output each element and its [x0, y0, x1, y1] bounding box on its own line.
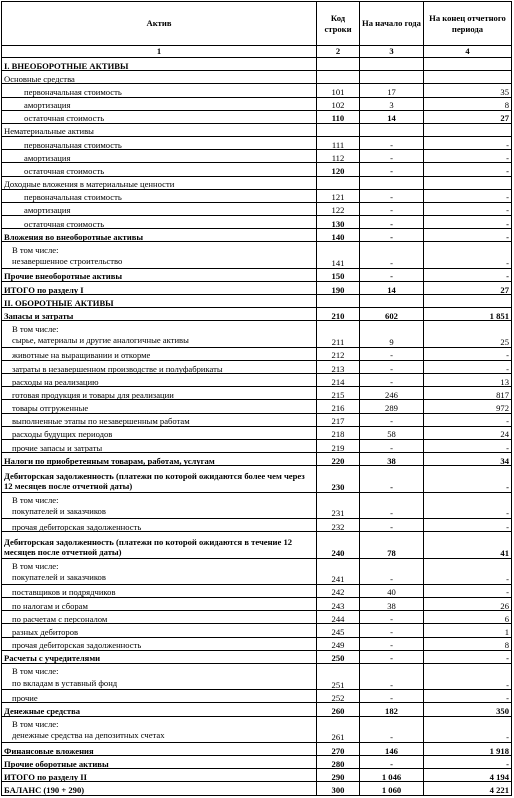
row-value-end: - — [424, 413, 512, 426]
row-value-start: - — [360, 637, 424, 650]
table-row — [2, 242, 512, 268]
row-value-end — [424, 58, 512, 71]
row-code — [317, 71, 360, 84]
row-label: I. ВНЕОБОРОТНЫЕ АКТИВЫ — [2, 58, 317, 71]
row-code: 219 — [317, 439, 360, 452]
table-row — [2, 453, 512, 466]
row-label: прочие — [2, 690, 317, 703]
row-label: В том числе: незавершенное строительство — [2, 242, 317, 268]
row-label: II. ОБОРОТНЫЕ АКТИВЫ — [2, 295, 317, 308]
row-value-start: - — [360, 268, 424, 281]
row-value-start: 40 — [360, 584, 424, 597]
row-label: разных дебиторов — [2, 624, 317, 637]
row-code: 211 — [317, 321, 360, 347]
row-code: 121 — [317, 189, 360, 202]
table-row — [2, 84, 512, 97]
row-value-end: - — [424, 650, 512, 663]
table-row — [2, 202, 512, 215]
row-value-start: 3 — [360, 97, 424, 110]
row-code: 243 — [317, 598, 360, 611]
table-row — [2, 400, 512, 413]
row-code: 218 — [317, 426, 360, 439]
row-value-start — [360, 71, 424, 84]
column-header-code: Код строки — [317, 2, 360, 46]
row-code — [317, 176, 360, 189]
row-value-start: 246 — [360, 387, 424, 400]
row-value-start: - — [360, 374, 424, 387]
row-value-start: - — [360, 189, 424, 202]
row-value-start: - — [360, 466, 424, 492]
row-label: Расчеты с учредителями — [2, 650, 317, 663]
row-code: 216 — [317, 400, 360, 413]
row-value-end: - — [424, 466, 512, 492]
row-label: остаточная стоимость — [2, 216, 317, 229]
row-label: Запасы и затраты — [2, 308, 317, 321]
row-label: по налогам и сборам — [2, 598, 317, 611]
row-value-start: - — [360, 202, 424, 215]
row-value-start: - — [360, 229, 424, 242]
table-row — [2, 176, 512, 189]
table-row — [2, 742, 512, 755]
row-label: первоначальная стоимость — [2, 137, 317, 150]
row-value-start: - — [360, 690, 424, 703]
row-value-start: - — [360, 137, 424, 150]
row-label: Доходные вложения в материальные ценности — [2, 176, 317, 189]
row-code: 280 — [317, 756, 360, 769]
table-row — [2, 716, 512, 742]
row-code: 210 — [317, 308, 360, 321]
row-code: 290 — [317, 769, 360, 782]
table-row — [2, 439, 512, 452]
row-value-start: 38 — [360, 598, 424, 611]
row-value-start: - — [360, 558, 424, 584]
row-label: В том числе: сырье, материалы и другие аналогичные активы — [2, 321, 317, 347]
row-label: расходы на реализацию — [2, 374, 317, 387]
row-label: Основные средства — [2, 71, 317, 84]
row-value-start: 602 — [360, 308, 424, 321]
row-label: ИТОГО по разделу I — [2, 281, 317, 294]
row-value-start: 17 — [360, 84, 424, 97]
row-value-start: - — [360, 216, 424, 229]
row-value-start: 146 — [360, 742, 424, 755]
row-value-start: 182 — [360, 703, 424, 716]
row-code: 217 — [317, 413, 360, 426]
row-label: ИТОГО по разделу II — [2, 769, 317, 782]
row-value-start: - — [360, 663, 424, 689]
row-value-start: - — [360, 242, 424, 268]
row-value-end: 350 — [424, 703, 512, 716]
row-value-end: - — [424, 347, 512, 360]
row-label: Дебиторская задолженность (платежи по которой ожидаются более чем через 12 месяцев после отчетной даты) — [2, 466, 317, 492]
table-row — [2, 150, 512, 163]
row-code: 245 — [317, 624, 360, 637]
row-value-start: - — [360, 347, 424, 360]
row-code: 261 — [317, 716, 360, 742]
row-code: 270 — [317, 742, 360, 755]
row-code: 190 — [317, 281, 360, 294]
row-label: Прочие оборотные активы — [2, 756, 317, 769]
table-row — [2, 624, 512, 637]
row-label: Прочие внеоборотные активы — [2, 268, 317, 281]
row-label: поставщиков и подрядчиков — [2, 584, 317, 597]
table-row — [2, 413, 512, 426]
row-label: остаточная стоимость — [2, 110, 317, 123]
row-code: 232 — [317, 519, 360, 532]
row-value-start: - — [360, 611, 424, 624]
row-value-end: 6 — [424, 611, 512, 624]
row-value-start — [360, 176, 424, 189]
row-code: 122 — [317, 202, 360, 215]
table-row — [2, 216, 512, 229]
row-value-start: 9 — [360, 321, 424, 347]
row-label: прочая дебиторская задолженность — [2, 519, 317, 532]
table-row — [2, 321, 512, 347]
header-row — [2, 2, 512, 46]
row-value-end: - — [424, 268, 512, 281]
row-value-end: - — [424, 202, 512, 215]
row-value-end — [424, 123, 512, 136]
row-label: Нематериальные активы — [2, 123, 317, 136]
row-code: 112 — [317, 150, 360, 163]
row-value-start: - — [360, 492, 424, 518]
row-value-end: 35 — [424, 84, 512, 97]
row-value-end: - — [424, 584, 512, 597]
table-row — [2, 268, 512, 281]
row-value-end: - — [424, 690, 512, 703]
row-code: 242 — [317, 584, 360, 597]
row-value-end: 4 221 — [424, 782, 512, 796]
row-label: по расчетам с персоналом — [2, 611, 317, 624]
table-row — [2, 189, 512, 202]
column-header-asset: Актив — [2, 2, 317, 46]
row-code: 231 — [317, 492, 360, 518]
table-row — [2, 110, 512, 123]
table-row — [2, 360, 512, 373]
table-row — [2, 137, 512, 150]
row-value-end: 27 — [424, 110, 512, 123]
table-row — [2, 769, 512, 782]
row-value-start — [360, 58, 424, 71]
table-row — [2, 598, 512, 611]
row-label: выполненные этапы по незавершенным работам — [2, 413, 317, 426]
row-code: 130 — [317, 216, 360, 229]
row-value-start: - — [360, 360, 424, 373]
table-row — [2, 492, 512, 518]
row-code: 120 — [317, 163, 360, 176]
row-value-end: 13 — [424, 374, 512, 387]
row-code: 110 — [317, 110, 360, 123]
table-row — [2, 782, 512, 796]
table-row — [2, 558, 512, 584]
row-code: 215 — [317, 387, 360, 400]
row-label: первоначальная стоимость — [2, 189, 317, 202]
row-value-end: 4 194 — [424, 769, 512, 782]
row-value-end: - — [424, 439, 512, 452]
table-row — [2, 426, 512, 439]
column-number: 4 — [424, 46, 512, 58]
row-value-start: - — [360, 756, 424, 769]
table-row — [2, 650, 512, 663]
table-row — [2, 123, 512, 136]
row-value-end: 25 — [424, 321, 512, 347]
row-value-end: 972 — [424, 400, 512, 413]
row-code: 249 — [317, 637, 360, 650]
row-code: 150 — [317, 268, 360, 281]
row-label: Финансовые вложения — [2, 742, 317, 755]
row-value-end: - — [424, 150, 512, 163]
table-row — [2, 663, 512, 689]
row-label: товары отгруженные — [2, 400, 317, 413]
row-code: 220 — [317, 453, 360, 466]
row-value-end: 1 851 — [424, 308, 512, 321]
row-value-end — [424, 176, 512, 189]
row-label: прочие запасы и затраты — [2, 439, 317, 452]
table-row — [2, 97, 512, 110]
row-code: 241 — [317, 558, 360, 584]
row-value-end: - — [424, 519, 512, 532]
row-code: 260 — [317, 703, 360, 716]
column-number: 3 — [360, 46, 424, 58]
row-value-end — [424, 295, 512, 308]
row-value-end: - — [424, 756, 512, 769]
row-value-start — [360, 295, 424, 308]
row-code — [317, 123, 360, 136]
row-value-start: - — [360, 519, 424, 532]
row-label: В том числе: денежные средства на депозитных счетах — [2, 716, 317, 742]
row-value-start: 58 — [360, 426, 424, 439]
row-value-end: 27 — [424, 281, 512, 294]
row-label: расходы будущих периодов — [2, 426, 317, 439]
row-code — [317, 58, 360, 71]
row-value-end: - — [424, 216, 512, 229]
row-value-start: - — [360, 716, 424, 742]
table-row — [2, 308, 512, 321]
row-value-start: 289 — [360, 400, 424, 413]
row-value-start: 14 — [360, 281, 424, 294]
row-value-end: 1 918 — [424, 742, 512, 755]
row-value-start: - — [360, 624, 424, 637]
column-header-end-of-period: На конец отчетного периода — [424, 2, 512, 46]
table-row — [2, 690, 512, 703]
row-code: 251 — [317, 663, 360, 689]
row-label: В том числе: по вкладам в уставный фонд — [2, 663, 317, 689]
row-value-start: - — [360, 413, 424, 426]
row-label: затраты в незавершенном производстве и полуфабрикаты — [2, 360, 317, 373]
row-value-start — [360, 123, 424, 136]
row-value-end: 41 — [424, 532, 512, 558]
row-label: амортизация — [2, 150, 317, 163]
row-value-start: - — [360, 439, 424, 452]
row-label: первоначальная стоимость — [2, 84, 317, 97]
row-label: Дебиторская задолженность (платежи по которой ожидаются в течение 12 месяцев после отчетной даты) — [2, 532, 317, 558]
table-row — [2, 347, 512, 360]
row-code: 102 — [317, 97, 360, 110]
table-row — [2, 532, 512, 558]
row-code: 214 — [317, 374, 360, 387]
row-code: 101 — [317, 84, 360, 97]
row-value-end: 8 — [424, 97, 512, 110]
table-row — [2, 611, 512, 624]
row-label: прочая дебиторская задолженность — [2, 637, 317, 650]
row-value-end: - — [424, 558, 512, 584]
table-row — [2, 703, 512, 716]
row-code: 230 — [317, 466, 360, 492]
column-number: 1 — [2, 46, 317, 58]
column-number: 2 — [317, 46, 360, 58]
row-code: 240 — [317, 532, 360, 558]
row-value-start: 1 060 — [360, 782, 424, 796]
table-row — [2, 295, 512, 308]
row-label: животные на выращивании и откорме — [2, 347, 317, 360]
row-value-end — [424, 71, 512, 84]
table-row — [2, 374, 512, 387]
row-label: В том числе: покупателей и заказчиков — [2, 558, 317, 584]
row-value-end: - — [424, 137, 512, 150]
table-row — [2, 466, 512, 492]
table-row — [2, 58, 512, 71]
row-value-end: - — [424, 229, 512, 242]
row-value-start: - — [360, 650, 424, 663]
column-header-start-of-year: На начало года — [360, 2, 424, 46]
row-code: 244 — [317, 611, 360, 624]
row-value-start: 38 — [360, 453, 424, 466]
row-value-start: - — [360, 150, 424, 163]
row-value-end: 34 — [424, 453, 512, 466]
row-value-end: - — [424, 189, 512, 202]
row-value-end: - — [424, 242, 512, 268]
row-code: 252 — [317, 690, 360, 703]
balance-sheet-table — [1, 1, 512, 796]
column-number-row — [2, 46, 512, 58]
row-value-end: - — [424, 360, 512, 373]
row-value-end: 8 — [424, 637, 512, 650]
row-label: амортизация — [2, 202, 317, 215]
table-body — [2, 58, 512, 796]
row-label: Денежные средства — [2, 703, 317, 716]
row-code: 300 — [317, 782, 360, 796]
row-code: 141 — [317, 242, 360, 268]
table-row — [2, 756, 512, 769]
row-value-end: - — [424, 716, 512, 742]
row-value-end: 1 — [424, 624, 512, 637]
row-label: Налоги по приобретенным товарам, работам, услугам — [2, 453, 317, 466]
row-value-start: 1 046 — [360, 769, 424, 782]
row-value-end: - — [424, 163, 512, 176]
row-code — [317, 295, 360, 308]
row-value-end: 26 — [424, 598, 512, 611]
table-row — [2, 229, 512, 242]
row-label: БАЛАНС (190 + 290) — [2, 782, 317, 796]
table-row — [2, 584, 512, 597]
table-row — [2, 387, 512, 400]
row-label: остаточная стоимость — [2, 163, 317, 176]
row-value-end: - — [424, 663, 512, 689]
row-value-end: - — [424, 492, 512, 518]
row-label: В том числе: покупателей и заказчиков — [2, 492, 317, 518]
row-label: амортизация — [2, 97, 317, 110]
row-code: 212 — [317, 347, 360, 360]
row-label: готовая продукция и товары для реализации — [2, 387, 317, 400]
row-code: 213 — [317, 360, 360, 373]
row-value-start: 78 — [360, 532, 424, 558]
table-row — [2, 281, 512, 294]
table-row — [2, 163, 512, 176]
row-code: 140 — [317, 229, 360, 242]
table-row — [2, 637, 512, 650]
row-value-end: 24 — [424, 426, 512, 439]
table-row — [2, 71, 512, 84]
row-value-start: - — [360, 163, 424, 176]
row-value-start: 14 — [360, 110, 424, 123]
row-value-end: 817 — [424, 387, 512, 400]
row-code: 111 — [317, 137, 360, 150]
row-label: Вложения во внеоборотные активы — [2, 229, 317, 242]
row-code: 250 — [317, 650, 360, 663]
table-row — [2, 519, 512, 532]
